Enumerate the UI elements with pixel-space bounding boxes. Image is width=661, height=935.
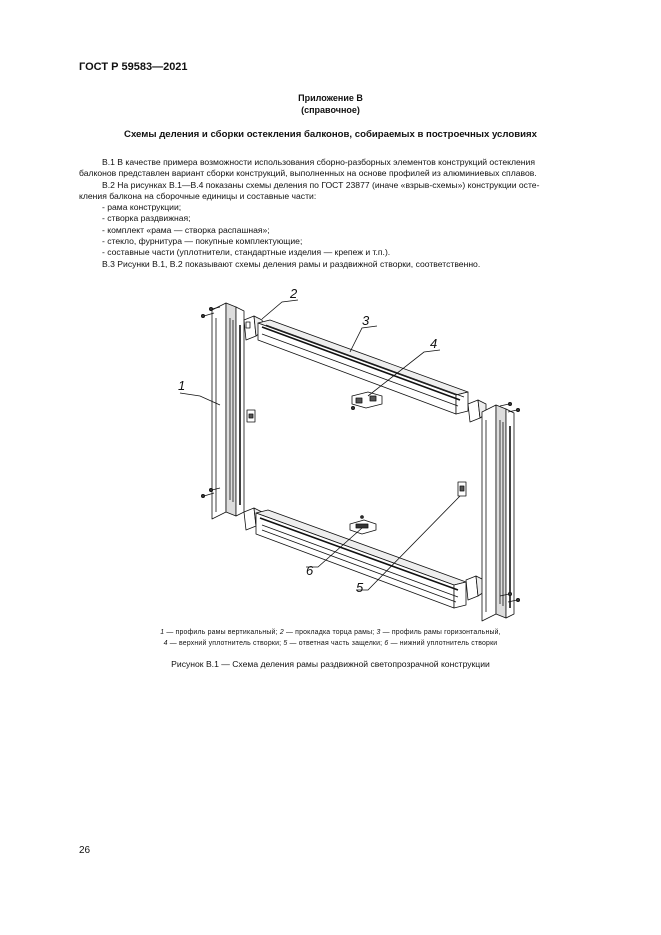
legend-num: 3 <box>376 629 381 636</box>
appendix-note: (справочное) <box>301 105 360 115</box>
paragraph: В.2 На рисунках В.1—В.4 показаны схемы деления по ГОСТ 23877 (иначе «взрыв-схемы») конструкции осте- <box>102 179 540 190</box>
paragraph: В.3 Рисунки В.1, В.2 показывают схемы деления рамы и раздвижной створки, соответственно. <box>102 258 481 269</box>
top-sash-seal <box>351 392 382 410</box>
legend-num: 4 <box>163 640 168 647</box>
list-item: - стекло, фурнитура — покупные комплектующие; <box>102 236 303 247</box>
legend-num: 2 <box>279 629 284 636</box>
paragraph: балконов представлен вариант сборки конструкций, выполненных на основе профилей из алюминиевых сплавов. <box>79 168 537 179</box>
legend-num: 1 <box>160 629 165 636</box>
figure-legend-line-2 <box>0 639 661 649</box>
page-number: 26 <box>79 845 91 856</box>
right-vertical-profile <box>482 405 514 621</box>
left-vertical-profile <box>212 303 244 519</box>
callout-5: 5 <box>356 580 364 595</box>
bottom-sash-seal <box>350 516 376 534</box>
latch-counterpart <box>458 482 466 496</box>
paragraph: кления балкона на сборочные единицы и составные части: <box>79 190 317 201</box>
legend-text: — верхний уплотнитель створки; <box>167 640 284 647</box>
legend-text: — ответная часть защелки; <box>287 640 385 647</box>
end-gasket-right-bottom <box>466 576 484 600</box>
callout-3: 3 <box>362 313 370 328</box>
callout-1: 1 <box>178 378 186 393</box>
callout-6: 6 <box>306 563 314 578</box>
clip-left <box>247 410 255 422</box>
list-item: - рама конструкции; <box>102 202 182 213</box>
document-id: ГОСТ Р 59583—2021 <box>79 61 188 73</box>
figure-legend-line-1 <box>0 628 661 638</box>
callout-4: 4 <box>430 336 438 351</box>
list-item: - комплект «рама — створка распашная»; <box>102 224 270 235</box>
legend-text: — прокладка торца рамы; <box>283 629 377 636</box>
appendix-title: Приложение В <box>298 93 363 103</box>
legend-num: 5 <box>283 640 288 647</box>
paragraph: В.1 В качестве примера возможности использования сборно-разборных элементов конструкций остекления <box>102 157 535 167</box>
legend-text: — профиль рамы вертикальный; <box>164 629 280 636</box>
callout-2: 2 <box>290 286 298 301</box>
section-title: Схемы деления и сборки остекления балконов, собираемых в построечных условиях <box>124 129 537 140</box>
list-item: - составные части (уплотнители, стандартные изделия — крепеж и т.п.). <box>102 247 391 258</box>
legend-text: — нижний уплотнитель створки <box>388 640 498 647</box>
legend-num: 6 <box>384 640 389 647</box>
figure-caption: Рисунок В.1 — Схема деления рамы раздвижной светопрозрачной конструкции <box>171 659 490 669</box>
legend-text: — профиль рамы горизонтальный, <box>380 629 501 636</box>
list-item: - створка раздвижная; <box>102 213 191 224</box>
